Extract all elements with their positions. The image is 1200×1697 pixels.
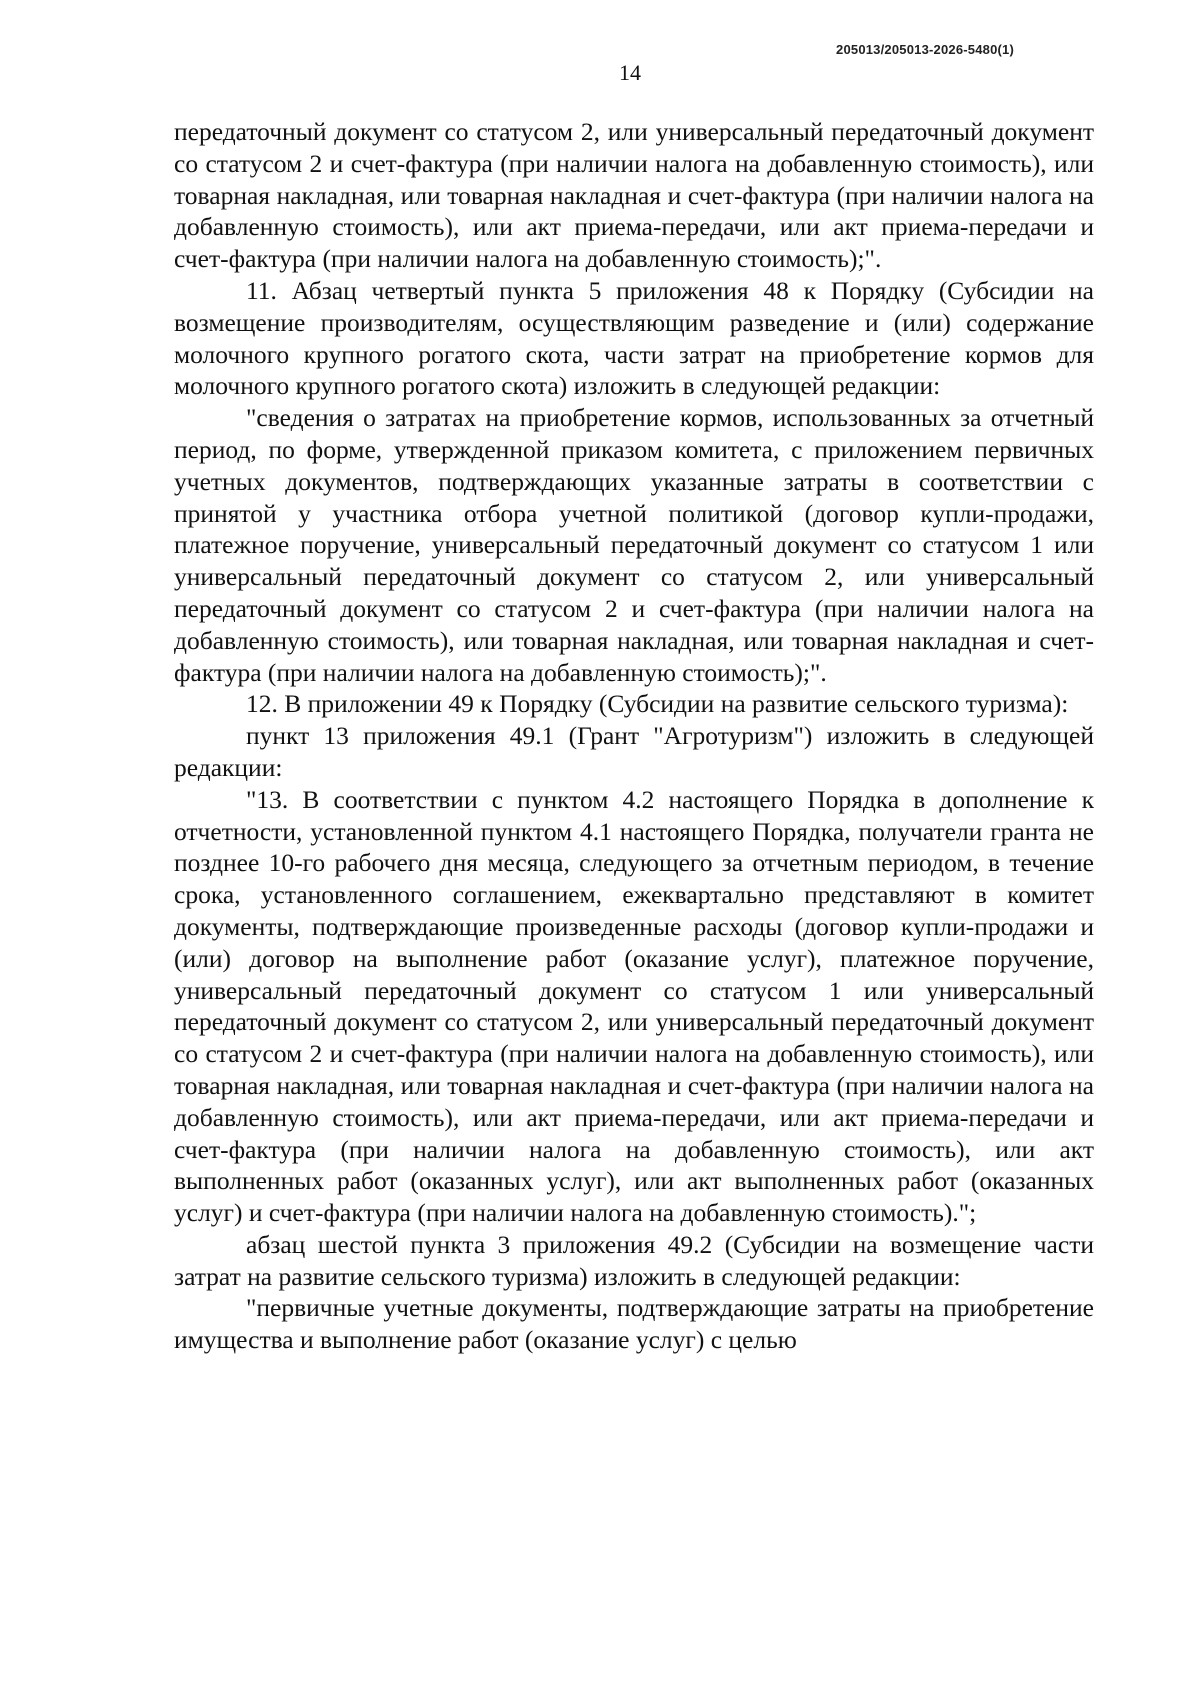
paragraph-quote-feed-costs: "сведения о затратах на приобретение кормов, использованных за отчетный период, по форме, утвержденной приказом комитета, с приложением первичных учетных документов, подтверждающих указанные затраты в соответствии с принятой у участника отбора учетной политикой (договор купли-продажи, платежное поручение, универсальный передаточный документ со статусом 1 или универсальный передаточный документ со статусом 2, или универсальный передаточный документ со статусом 2 и счет-фактура (при наличии налога на добавленную стоимость), или товарная накладная, или товарная накладная и счет-фактура (при наличии налога на добавленную стоимость);". <box>174 403 1094 687</box>
paragraph-quote-point-13: "13. В соответствии с пунктом 4.2 настоящего Порядка в дополнение к отчетности, установленной пунктом 4.1 настоящего Порядка, получатели гранта не позднее 10-го рабочего дня месяца, следующего за отчетным периодом, в течение срока, установленного соглашением, ежеквартально представляют в комитет документы, подтверждающие произведенные расходы (договор купли-продажи и (или) договор на выполнение работ (оказание услуг), платежное поручение, универсальный передаточный документ со статусом 1 или универсальный передаточный документ со статусом 2, или универсальный передаточный документ со статусом 2 и счет-фактура (при наличии налога на добавленную стоимость), или товарная накладная, или товарная накладная и счет-фактура (при наличии налога на добавленную стоимость), или акт приема-передачи, или акт приема-передачи и счет-фактура (при наличии налога на добавленную стоимость), или акт выполненных работ (оказанных услуг), или акт выполненных работ (оказанных услуг) и счет-фактура (при наличии налога на добавленную стоимость)."; <box>174 784 1094 1228</box>
document-code: 205013/205013-2026-5480(1) <box>836 42 1014 57</box>
paragraph-item-12: 12. В приложении 49 к Порядку (Субсидии на развитие сельского туризма): <box>246 689 1069 719</box>
paragraph-point-13-intro: пункт 13 приложения 49.1 (Грант "Агротуризм") изложить в следующей редакции: <box>174 721 1094 782</box>
paragraph-continuation: передаточный документ со статусом 2, или универсальный передаточный документ со статусом 2 и счет-фактура (при наличии налога на добавленную стоимость), или товарная накладная, или товарная накладная и счет-фактура (при наличии налога на добавленную стоимость), или акт приема-передачи, или акт приема-передачи и счет-фактура (при наличии налога на добавленную стоимость);". <box>174 117 1094 274</box>
paragraph-item-11: 11. Абзац четвертый пункта 5 приложения 48 к Порядку (Субсидии на возмещение производителям, осуществляющим разведение и (или) содержание молочного крупного рогатого скота, части затрат на приобретение кормов для молочного крупного рогатого скота) изложить в следующей редакции: <box>174 275 1094 401</box>
document-body <box>174 116 1094 1356</box>
page-number: 14 <box>619 60 641 85</box>
paragraph-quote-primary-documents: "первичные учетные документы, подтверждающие затраты на приобретение имущества и выполнение работ (оказание услуг) с целью <box>174 1293 1094 1355</box>
paragraph-sixth-abzac: абзац шестой пункта 3 приложения 49.2 (Субсидии на возмещение части затрат на развитие сельского туризма) изложить в следующей редакции: <box>174 1229 1094 1291</box>
